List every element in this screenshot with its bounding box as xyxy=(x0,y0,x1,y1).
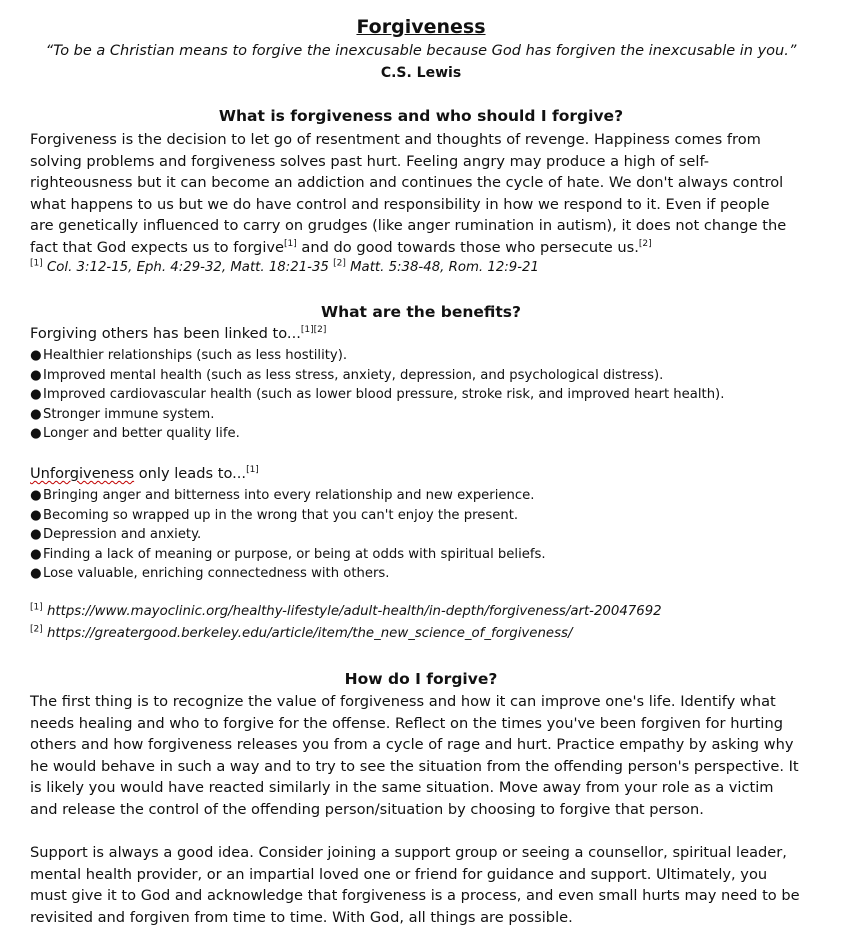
list-item-text: Improved mental health (such as less stress, anxiety, depression, and psychological distress). xyxy=(43,367,664,383)
footnote-marker: [1] xyxy=(30,602,43,613)
scripture-footnotes xyxy=(30,260,539,275)
bullet-icon: ● xyxy=(30,348,42,363)
support-paragraph xyxy=(30,842,800,928)
footnote-ref-2: [2] xyxy=(638,239,652,250)
list-item-text: Finding a lack of meaning or purpose, or being at odds with spiritual beliefs. xyxy=(43,546,546,562)
paragraph-line: is likely you would have reacted similarly in the same situation. Move away from your role as a victim xyxy=(30,779,774,797)
paragraph-line: The first thing is to recognize the value of forgiveness and how it can improve one's life. Identify what xyxy=(30,693,776,710)
paragraph-line: and release the control of the offending person/situation by choosing to forgive that person. xyxy=(30,800,704,818)
list-item xyxy=(30,405,724,425)
paragraph-line: Forgiveness is the decision to let go of resentment and thoughts of revenge. Happiness comes from xyxy=(30,131,761,148)
forgiveness-definition-paragraph xyxy=(30,129,790,259)
bullet-icon: ● xyxy=(30,367,42,383)
paragraph-line: needs healing and who to forgive for the offense. Reflect on the times you've been forgiven for hurting xyxy=(30,714,783,732)
paragraph-line: must give it to God and acknowledge that forgiveness is a process, and even small hurts may need to be xyxy=(30,887,800,905)
list-item xyxy=(30,346,724,366)
section-heading-how-to-forgive: How do I forgive? xyxy=(344,670,498,688)
paragraph-line: revisited and forgiven from time to time. With God, all things are possible. xyxy=(30,908,573,926)
section-heading-what-is-forgiveness: What is forgiveness and who should I forgive? xyxy=(218,107,624,125)
footnote-marker: [2] xyxy=(333,258,346,269)
footnote-ref-1: [1] xyxy=(284,239,297,250)
list-item xyxy=(30,385,724,405)
footnote-marker: [1] xyxy=(246,465,259,476)
list-item xyxy=(30,486,546,506)
bullet-icon: ● xyxy=(30,566,42,581)
list-item-text: Healthier relationships (such as less hostility). xyxy=(43,348,348,363)
list-item-text: Longer and better quality life. xyxy=(43,426,240,441)
paragraph-line: solving problems and forgiveness solves past hurt. Feeling angry may produce a high of self- xyxy=(30,152,710,170)
bullet-icon: ● xyxy=(30,488,42,503)
intro-text: only leads to... xyxy=(134,465,247,482)
section-heading-benefits: What are the benefits? xyxy=(320,303,522,321)
paragraph-line: he would behave in such a way and to try to see the situation from the offending person's perspective. It xyxy=(30,757,799,775)
spellcheck-word[interactable]: Unforgiveness xyxy=(30,465,135,482)
list-item-text: Stronger immune system. xyxy=(43,406,215,422)
footnote-marker: [1] xyxy=(30,258,43,269)
bullet-icon: ● xyxy=(30,426,42,441)
opening-quote: “To be a Christian means to forgive the inexcusable because God has forgiven the inexcusable in you.” xyxy=(45,43,797,59)
paragraph-line-last xyxy=(30,237,790,259)
benefits-intro xyxy=(30,325,326,342)
bullet-icon: ● xyxy=(30,406,42,422)
benefits-list xyxy=(30,346,724,444)
reference-url: https://greatergood.berkeley.edu/article/item/the_new_science_of_forgiveness/ xyxy=(42,626,573,641)
list-item-text: Becoming so wrapped up in the wrong that you can't enjoy the present. xyxy=(43,507,519,523)
bullet-icon: ● xyxy=(30,546,42,562)
line-text: and do good towards those who persecute us. xyxy=(296,238,639,256)
unforgiveness-intro xyxy=(30,465,259,482)
list-item-text: Lose valuable, enriching connectedness with others. xyxy=(43,566,390,581)
paragraph-line: are genetically influenced to carry on grudges (like anger rumination in autism), it does not change the xyxy=(30,217,787,235)
list-item xyxy=(30,366,724,386)
list-item-text: Depression and anxiety. xyxy=(43,527,202,542)
paragraph-line: mental health provider, or an impartial loved one or friend for guidance and support. Ultimately, you xyxy=(30,865,768,883)
paragraph-line: righteousness but it can become an addiction and continues the cycle of hate. We don't always control xyxy=(30,174,784,192)
bullet-icon: ● xyxy=(30,507,42,523)
how-to-forgive-paragraph xyxy=(30,691,799,821)
list-item xyxy=(30,545,546,565)
bullet-icon: ● xyxy=(30,387,42,402)
line-text: fact that God expects us to forgive xyxy=(30,238,284,256)
list-item xyxy=(30,564,546,584)
list-item-text: Improved cardiovascular health (such as lower blood pressure, stroke risk, and improved heart health). xyxy=(43,387,725,402)
unforgiveness-list xyxy=(30,486,546,584)
list-item-text: Bringing anger and bitterness into every relationship and new experience. xyxy=(43,488,535,503)
paragraph-line: Support is always a good idea. Consider joining a support group or seeing a counsellor, spiritual leader, xyxy=(30,844,787,861)
footnote-text: Matt. 5:38-48, Rom. 12:9-21 xyxy=(345,260,539,275)
reference-2 xyxy=(30,626,572,641)
footnote-marker: [1][2] xyxy=(300,325,327,336)
intro-text: Forgiving others has been linked to... xyxy=(30,325,301,342)
list-item xyxy=(30,506,546,526)
reference-url: https://www.mayoclinic.org/healthy-lifestyle/adult-health/in-depth/forgiveness/art-20047692 xyxy=(42,604,662,619)
paragraph-line: others and how forgiveness releases you from a cycle of rage and hurt. Practice empathy by asking why xyxy=(30,736,794,754)
bullet-icon: ● xyxy=(30,527,42,542)
list-item xyxy=(30,424,724,444)
paragraph-line: what happens to us but we do have control and responsibility in how we respond to it. Even if people xyxy=(30,195,770,213)
page-title: Forgiveness xyxy=(356,16,486,38)
quote-author: C.S. Lewis xyxy=(380,65,462,81)
footnote-marker: [2] xyxy=(30,624,43,635)
reference-1 xyxy=(30,604,662,619)
list-item xyxy=(30,525,546,545)
footnote-text: Col. 3:12-15, Eph. 4:29-32, Matt. 18:21-35 xyxy=(42,260,334,275)
